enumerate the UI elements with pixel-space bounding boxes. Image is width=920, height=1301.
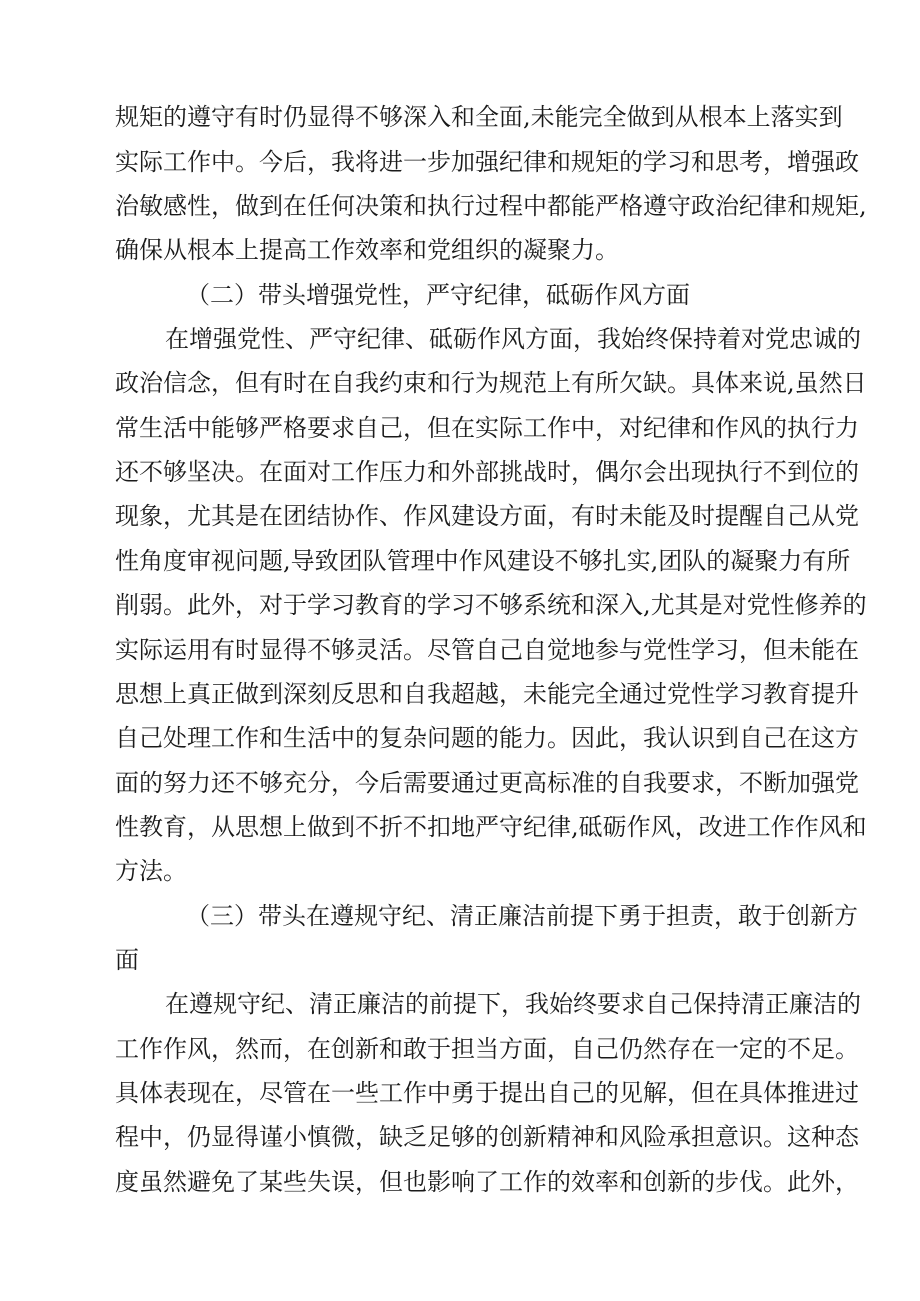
body-text-line: 自己处理工作和生活中的复杂问题的能力。因此，我认识到自己在这方	[115, 724, 859, 752]
body-text-line: 思想上真正做到深刻反思和自我超越，未能完全通过党性学习教育提升	[115, 680, 859, 708]
body-text-line: 规矩的遵守有时仍显得不够深入和全面,未能完全做到从根本上落实到	[115, 103, 843, 131]
body-text-line: 程中，仍显得谨小慎微，缺乏足够的创新精神和风险承担意识。这种态	[115, 1123, 859, 1151]
section-heading-continuation: 面	[115, 946, 139, 974]
paragraph-first-line: 在遵规守纪、清正廉洁的前提下，我始终要求自己保持清正廉洁的	[165, 990, 861, 1018]
body-text-line: 政治信念，但有时在自我约束和行为规范上有所欠缺。具体来说,虽然日	[115, 369, 867, 397]
body-text-line: 现象，尤其是在团结协作、作风建设方面，有时未能及时提醒自己从党	[115, 502, 859, 530]
body-text-line: 削弱。此外，对于学习教育的学习不够系统和深入,尤其是对党性修养的	[115, 591, 867, 619]
body-text-line: 还不够坚决。在面对工作压力和外部挑战时，偶尔会出现执行不到位的	[115, 458, 859, 486]
body-text-line: 具体表现在，尽管在一些工作中勇于提出自己的见解，但在具体推进过	[115, 1079, 859, 1107]
body-text-line: 确保从根本上提高工作效率和党组织的凝聚力。	[115, 236, 619, 264]
body-text-line: 实际工作中。今后，我将进一步加强纪律和规矩的学习和思考，增强政	[115, 148, 859, 176]
body-text-line: 工作作风，然而，在创新和敢于担当方面，自己仍然存在一定的不足。	[115, 1035, 859, 1063]
section-heading: （二）带头增强党性，严守纪律，砥砺作风方面	[186, 281, 690, 309]
body-text-line: 实际运用有时显得不够灵活。尽管自己自觉地参与党性学习，但未能在	[115, 636, 859, 664]
body-text-line: 性角度审视问题,导致团队管理中作风建设不够扎实,团队的凝聚力有所	[115, 547, 851, 575]
body-text-line: 性教育，从思想上做到不折不扣地严守纪律,砥砺作风，改进工作作风和	[115, 813, 867, 841]
body-text-line: 方法。	[115, 857, 187, 885]
body-text-line: 面的努力还不够充分，今后需要通过更高标准的自我要求，不断加强党	[115, 769, 859, 797]
section-heading: （三）带头在遵规守纪、清正廉洁前提下勇于担责，敢于创新方	[186, 902, 858, 930]
paragraph-first-line: 在增强党性、严守纪律、砥砺作风方面，我始终保持着对党忠诚的	[165, 325, 861, 353]
body-text-line: 常生活中能够严格要求自己，但在实际工作中，对纪律和作风的执行力	[115, 414, 859, 442]
body-text-line: 治敏感性，做到在任何决策和执行过程中都能严格遵守政治纪律和规矩,	[115, 192, 867, 220]
body-text-line: 度虽然避免了某些失误，但也影响了工作的效率和创新的步伐。此外，	[115, 1168, 859, 1196]
